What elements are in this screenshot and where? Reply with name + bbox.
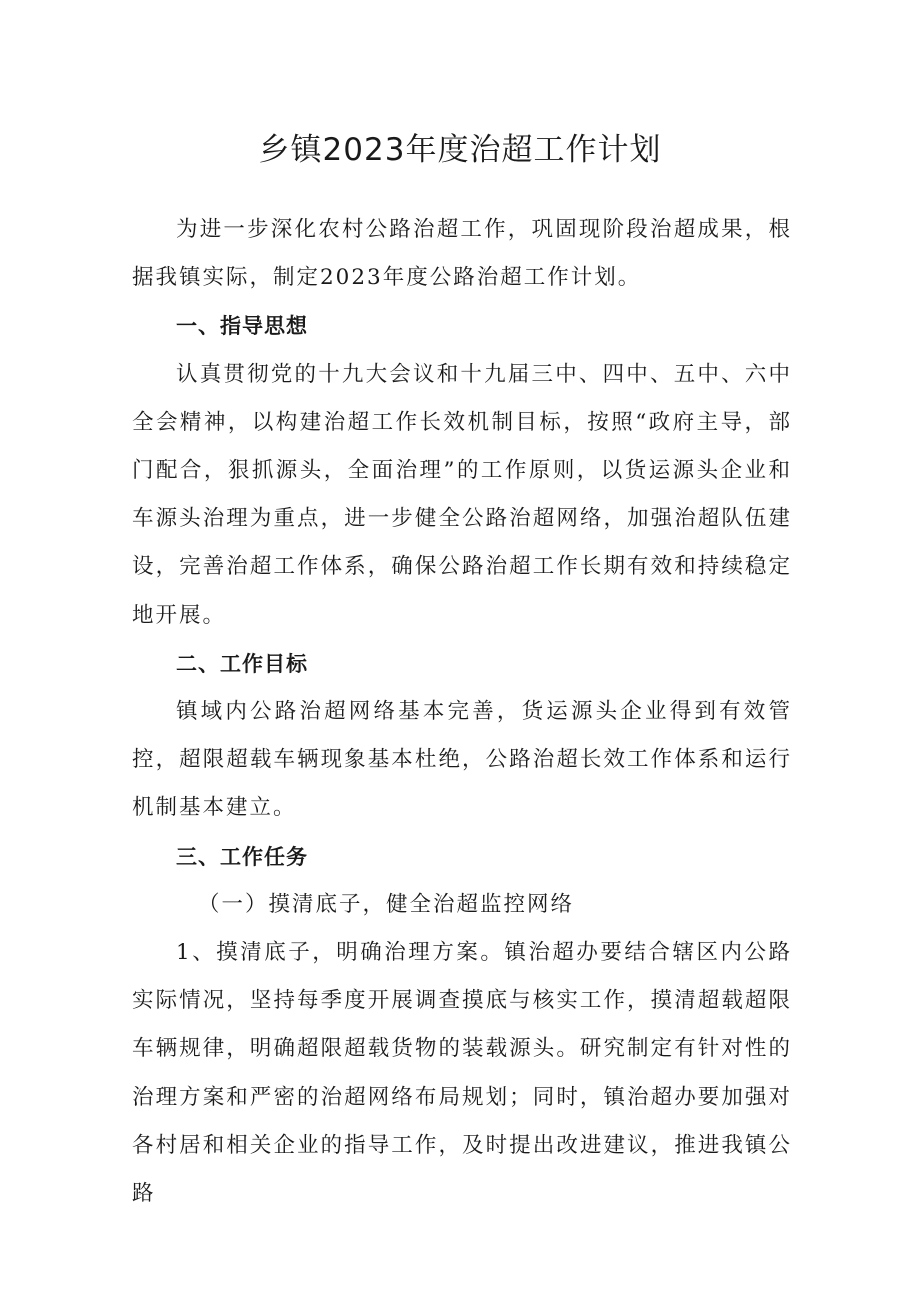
document-body: [132, 206, 792, 1218]
intro-paragraph: 为进一步深化农村公路治超工作，巩固现阶段治超成果，根据我镇实际，制定2023年度公路治超工作计划。: [132, 217, 792, 291]
section-body-work-goals: 镇域内公路治超网络基本完善，货运源头企业得到有效管控，超限超载车辆现象基本杜绝，公路治超长效工作体系和运行机制基本建立。: [132, 699, 792, 821]
task-item-1: 1、摸清底子，明确治理方案。镇治超办要结合辖区内公路实际情况，坚持每季度开展调查摸底与核实工作，摸清超载超限车辆规律，明确超限超载货物的装载源头。研究制定有针对性的治理方案和严密的治超网络布局规划；同时，镇治超办要加强对各村居和相关企业的指导工作，及时提出改进建议，推进我镇公路: [132, 940, 792, 1207]
document-title: 乡镇2023年度治超工作计划: [258, 132, 662, 168]
subsection-heading-1: （一）摸清底子，健全治超监控网络: [198, 891, 575, 917]
section-heading-work-goals: 二、工作目标: [176, 651, 308, 676]
section-heading-guiding-ideology: 一、指导思想: [176, 314, 308, 339]
section-body-guiding-ideology: 认真贯彻党的十九大会议和十九届三中、四中、五中、六中全会精神，以构建治超工作长效机制目标，按照“政府主导，部门配合，狠抓源头，全面治理”的工作原则，以货运源头企业和车源头治理为重点，进一步健全公路治超网络，加强治超队伍建设，完善治超工作体系，确保公路治超工作长期有效和持续稳定地开展。: [132, 361, 792, 628]
section-heading-work-tasks: 三、工作任务: [176, 844, 308, 869]
